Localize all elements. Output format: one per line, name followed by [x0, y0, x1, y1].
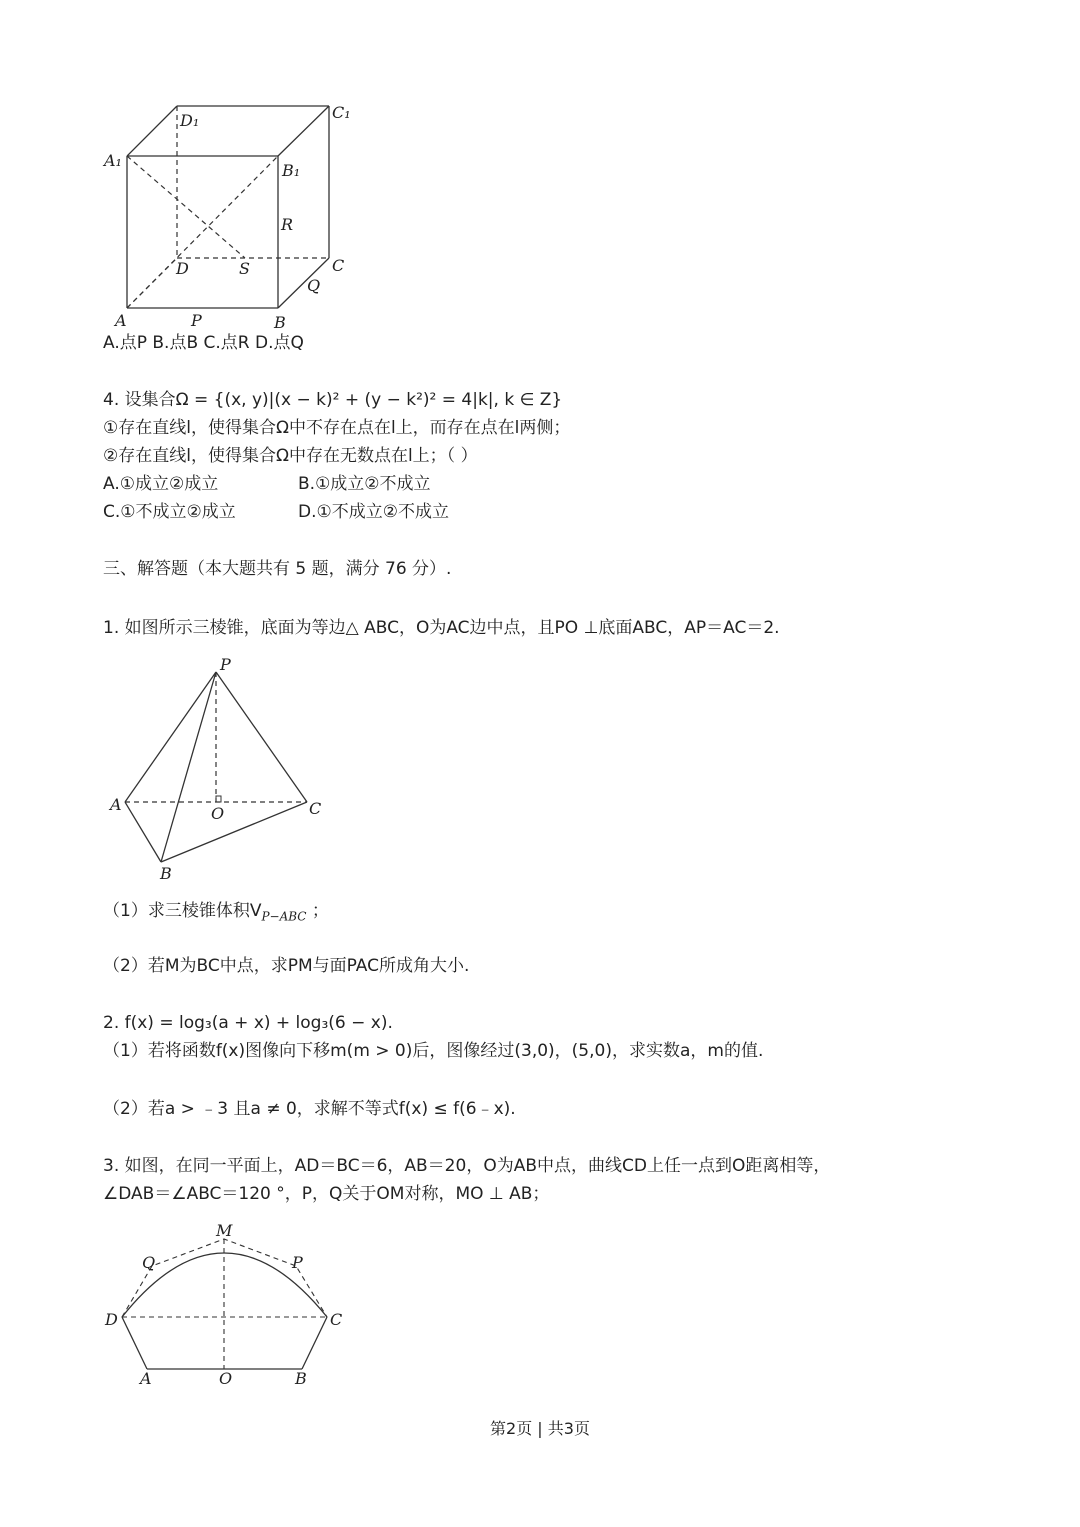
q3-options: A.点P B.点B C.点R D.点Q — [103, 333, 304, 353]
label-a: A — [140, 1369, 152, 1388]
problem-2-stem: 2. f(x) = log₃(a + x) + log₃(6 − x). — [103, 1013, 393, 1033]
label-o: O — [219, 1369, 233, 1388]
pyramid-figure — [100, 654, 340, 886]
label-q: Q — [142, 1253, 156, 1272]
label-p: P — [191, 311, 202, 330]
label-c: C — [332, 256, 345, 275]
label-c: C — [330, 1310, 343, 1329]
label-o: O — [211, 804, 225, 823]
volume-subscript: P−ABC — [261, 909, 307, 924]
part-1-text: （1）求三棱锥体积V — [103, 901, 262, 921]
problem-3-stem-1: 3. 如图，在同一平面上，AD＝BC＝6，AB＝20，O为AB中点，曲线CD上任一点到O距离相等， — [103, 1156, 831, 1176]
label-d: D — [176, 259, 189, 278]
label-a: A — [115, 311, 127, 330]
label-c1: C₁ — [332, 103, 351, 122]
label-q: Q — [307, 276, 321, 295]
cube-figure — [100, 96, 360, 336]
label-a1: A₁ — [104, 151, 122, 170]
page-footer: 第2页 | 共3页 — [490, 1419, 590, 1438]
label-b: B — [295, 1369, 307, 1388]
section-3-title: 三、解答题（本大题共有 5 题，满分 76 分）. — [103, 559, 452, 579]
label-c: C — [309, 799, 322, 818]
problem-1-stem: 1. 如图所示三棱锥，底面为等边△ ABC，O为AC边中点，且PO ⊥底面ABC，AP＝AC＝2. — [103, 618, 780, 638]
label-b: B — [160, 864, 172, 883]
q4-stem: 4. 设集合Ω = {(x, y)|(x − k)² + (y − k²)² = 4|k|, k ∈ Z} — [103, 390, 563, 410]
label-d1: D₁ — [180, 111, 200, 130]
part-1-end: ； — [306, 901, 329, 921]
label-p: P — [292, 1253, 303, 1272]
q4-option-d: D.①不成立②不成立 — [298, 502, 449, 522]
q4-option-b: B.①成立②不成立 — [298, 474, 431, 494]
problem-1-part-2: （2）若M为BC中点，求PM与面PAC所成角大小. — [103, 956, 470, 976]
label-s: S — [239, 259, 250, 278]
label-a: A — [110, 795, 122, 814]
problem-2-part-2: （2）若a > ﹣3 且a ≠ 0，求解不等式f(x) ≤ f(6﹣x). — [103, 1099, 516, 1119]
q4-option-a: A.①成立②成立 — [103, 474, 219, 494]
arch-figure — [100, 1222, 360, 1392]
q4-statement-1: ①存在直线l，使得集合Ω中不存在点在l上，而存在点在l两侧； — [103, 418, 571, 438]
label-b: B — [274, 313, 286, 332]
label-d: D — [105, 1310, 118, 1329]
label-r: R — [281, 215, 294, 234]
problem-1-part-1 — [103, 899, 329, 928]
problem-2-part-1: （1）若将函数f(x)图像向下移m(m > 0)后，图像经过(3,0)，(5,0)，求实数a，m的值. — [103, 1041, 764, 1061]
q4-option-c: C.①不成立②成立 — [103, 502, 236, 522]
label-m: M — [216, 1222, 233, 1240]
label-p: P — [220, 655, 231, 674]
label-b1: B₁ — [282, 161, 301, 180]
q4-statement-2: ②存在直线l，使得集合Ω中存在无数点在l上；（ ） — [103, 446, 478, 466]
problem-3-stem-2: ∠DAB＝∠ABC＝120 °，P，Q关于OM对称，MO ⊥ AB； — [103, 1184, 550, 1204]
